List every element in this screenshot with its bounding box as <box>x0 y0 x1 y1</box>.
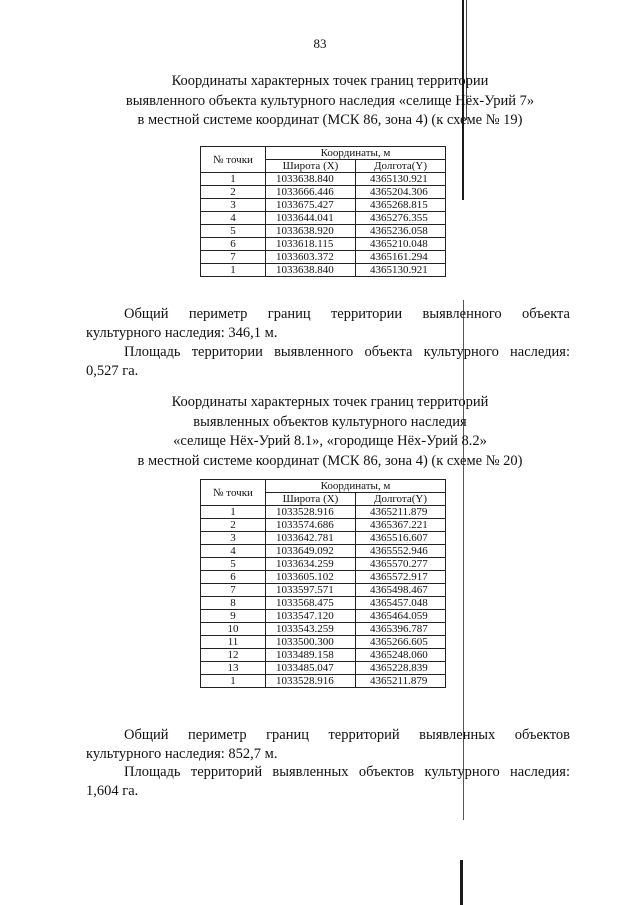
point-number-cell: 2 <box>201 186 266 199</box>
latitude-cell: 1033618.115 <box>266 238 356 251</box>
paragraph-line: культурного наследия: 852,7 м. <box>86 746 278 762</box>
latitude-cell: 1033597.571 <box>266 584 356 597</box>
table-row <box>201 199 446 212</box>
longitude-cell: 4365248.060 <box>356 649 446 662</box>
longitude-cell: 4365464.059 <box>356 610 446 623</box>
column-header-lon: Долгота(Y) <box>356 160 446 173</box>
heading-line: выявленного объекта культурного наследия «селище Нёх-Урий 7» <box>125 92 535 109</box>
longitude-cell: 4365570.277 <box>356 558 446 571</box>
latitude-cell: 1033485.047 <box>266 662 356 675</box>
latitude-cell: 1033547.120 <box>266 610 356 623</box>
section2-coordinates-table <box>200 479 446 688</box>
longitude-cell: 4365457.048 <box>356 597 446 610</box>
longitude-cell: 4365211.879 <box>356 506 446 519</box>
latitude-cell: 1033634.259 <box>266 558 356 571</box>
point-number-cell: 5 <box>201 225 266 238</box>
latitude-cell: 1033644.041 <box>266 212 356 225</box>
point-number-cell: 5 <box>201 558 266 571</box>
point-number-cell: 3 <box>201 199 266 212</box>
column-header-point: № точки <box>201 147 266 173</box>
table-row <box>201 519 446 532</box>
point-number-cell: 4 <box>201 212 266 225</box>
scan-artifact-line <box>460 860 463 905</box>
longitude-cell: 4365268.815 <box>356 199 446 212</box>
section2-area-paragraph <box>86 763 570 801</box>
point-number-cell: 7 <box>201 584 266 597</box>
table-row <box>201 597 446 610</box>
point-number-cell: 4 <box>201 545 266 558</box>
table-row <box>201 610 446 623</box>
section1-coordinates-table <box>200 146 446 277</box>
point-number-cell: 11 <box>201 636 266 649</box>
table-row <box>201 545 446 558</box>
longitude-cell: 4365236.058 <box>356 225 446 238</box>
longitude-cell: 4365572.917 <box>356 571 446 584</box>
column-header-coords: Координаты, м <box>266 480 446 493</box>
table-row <box>201 238 446 251</box>
point-number-cell: 1 <box>201 506 266 519</box>
table-row <box>201 225 446 238</box>
paragraph-line: культурного наследия: 346,1 м. <box>86 325 278 341</box>
point-number-cell: 1 <box>201 675 266 688</box>
table-row <box>201 636 446 649</box>
latitude-cell: 1033528.916 <box>266 675 356 688</box>
page-number: 83 <box>313 36 327 51</box>
longitude-cell: 4365552.946 <box>356 545 446 558</box>
latitude-cell: 1033666.446 <box>266 186 356 199</box>
latitude-cell: 1033500.300 <box>266 636 356 649</box>
table-row <box>201 532 446 545</box>
heading-line: в местной системе координат (МСК 86, зона 4) (к схеме № 19) <box>137 112 523 128</box>
heading-line: Координаты характерных точек границ территорий <box>171 394 489 410</box>
heading-line: «селище Нёх-Урий 8.1», «городище Нёх-Урий 8.2» <box>173 433 487 449</box>
latitude-cell: 1033649.092 <box>266 545 356 558</box>
point-number-cell: 10 <box>201 623 266 636</box>
latitude-cell: 1033603.372 <box>266 251 356 264</box>
table-row <box>201 675 446 688</box>
table-row <box>201 186 446 199</box>
longitude-cell: 4365204.306 <box>356 186 446 199</box>
table-row <box>201 173 446 186</box>
section1-heading <box>60 72 600 131</box>
heading-line: в местной системе координат (МСК 86, зона 4) (к схеме № 20) <box>137 452 523 469</box>
paragraph-line: Общий периметр границ территорий выявленных объектов <box>124 727 570 743</box>
latitude-cell: 1033638.920 <box>266 225 356 238</box>
point-number-cell: 1 <box>201 173 266 186</box>
latitude-cell: 1033574.686 <box>266 519 356 532</box>
longitude-cell: 4365130.921 <box>356 173 446 186</box>
latitude-cell: 1033605.102 <box>266 571 356 584</box>
table-row <box>201 623 446 636</box>
longitude-cell: 4365210.048 <box>356 238 446 251</box>
paragraph-line: 0,527 га. <box>86 363 139 379</box>
latitude-cell: 1033489.158 <box>266 649 356 662</box>
section1-perimeter-paragraph <box>86 305 570 343</box>
point-number-cell: 6 <box>201 238 266 251</box>
column-header-point: № точки <box>201 480 266 506</box>
heading-line: выявленных объектов культурного наследия <box>193 413 467 430</box>
point-number-cell: 1 <box>201 264 266 277</box>
heading-line: Координаты характерных точек границ территории <box>171 73 489 89</box>
column-header-coords: Координаты, м <box>266 147 446 160</box>
point-number-cell: 6 <box>201 571 266 584</box>
point-number-cell: 13 <box>201 662 266 675</box>
paragraph-line: Площадь территории выявленного объекта культурного наследия: <box>124 344 570 360</box>
section2-heading <box>60 393 600 471</box>
longitude-cell: 4365161.294 <box>356 251 446 264</box>
section2-perimeter-paragraph <box>86 726 570 764</box>
latitude-cell: 1033638.840 <box>266 264 356 277</box>
table-body <box>201 506 446 688</box>
table-row <box>201 264 446 277</box>
longitude-cell: 4365367.221 <box>356 519 446 532</box>
table-row <box>201 506 446 519</box>
latitude-cell: 1033528.916 <box>266 506 356 519</box>
table-row <box>201 662 446 675</box>
longitude-cell: 4365211.879 <box>356 675 446 688</box>
longitude-cell: 4365516.607 <box>356 532 446 545</box>
column-header-lat: Широта (X) <box>266 160 356 173</box>
point-number-cell: 9 <box>201 610 266 623</box>
point-number-cell: 7 <box>201 251 266 264</box>
latitude-cell: 1033543.259 <box>266 623 356 636</box>
table-row <box>201 251 446 264</box>
longitude-cell: 4365396.787 <box>356 623 446 636</box>
point-number-cell: 2 <box>201 519 266 532</box>
latitude-cell: 1033638.840 <box>266 173 356 186</box>
latitude-cell: 1033642.781 <box>266 532 356 545</box>
longitude-cell: 4365276.355 <box>356 212 446 225</box>
latitude-cell: 1033675.427 <box>266 199 356 212</box>
section1-area-paragraph <box>86 343 570 381</box>
table-row <box>201 584 446 597</box>
table-row <box>201 649 446 662</box>
longitude-cell: 4365498.467 <box>356 584 446 597</box>
longitude-cell: 4365228.839 <box>356 662 446 675</box>
paragraph-line: Площадь территорий выявленных объектов культурного наследия: <box>124 764 570 780</box>
longitude-cell: 4365266.605 <box>356 636 446 649</box>
table-header-row <box>201 147 446 160</box>
latitude-cell: 1033568.475 <box>266 597 356 610</box>
longitude-cell: 4365130.921 <box>356 264 446 277</box>
table-row <box>201 558 446 571</box>
table-header-row <box>201 480 446 493</box>
column-header-lon: Долгота(Y) <box>356 493 446 506</box>
point-number-cell: 3 <box>201 532 266 545</box>
paragraph-line: Общий периметр границ территории выявленного объекта <box>124 306 570 322</box>
table-body <box>201 173 446 277</box>
table-row <box>201 571 446 584</box>
point-number-cell: 12 <box>201 649 266 662</box>
column-header-lat: Широта (X) <box>266 493 356 506</box>
paragraph-line: 1,604 га. <box>86 783 139 799</box>
table-row <box>201 212 446 225</box>
point-number-cell: 8 <box>201 597 266 610</box>
